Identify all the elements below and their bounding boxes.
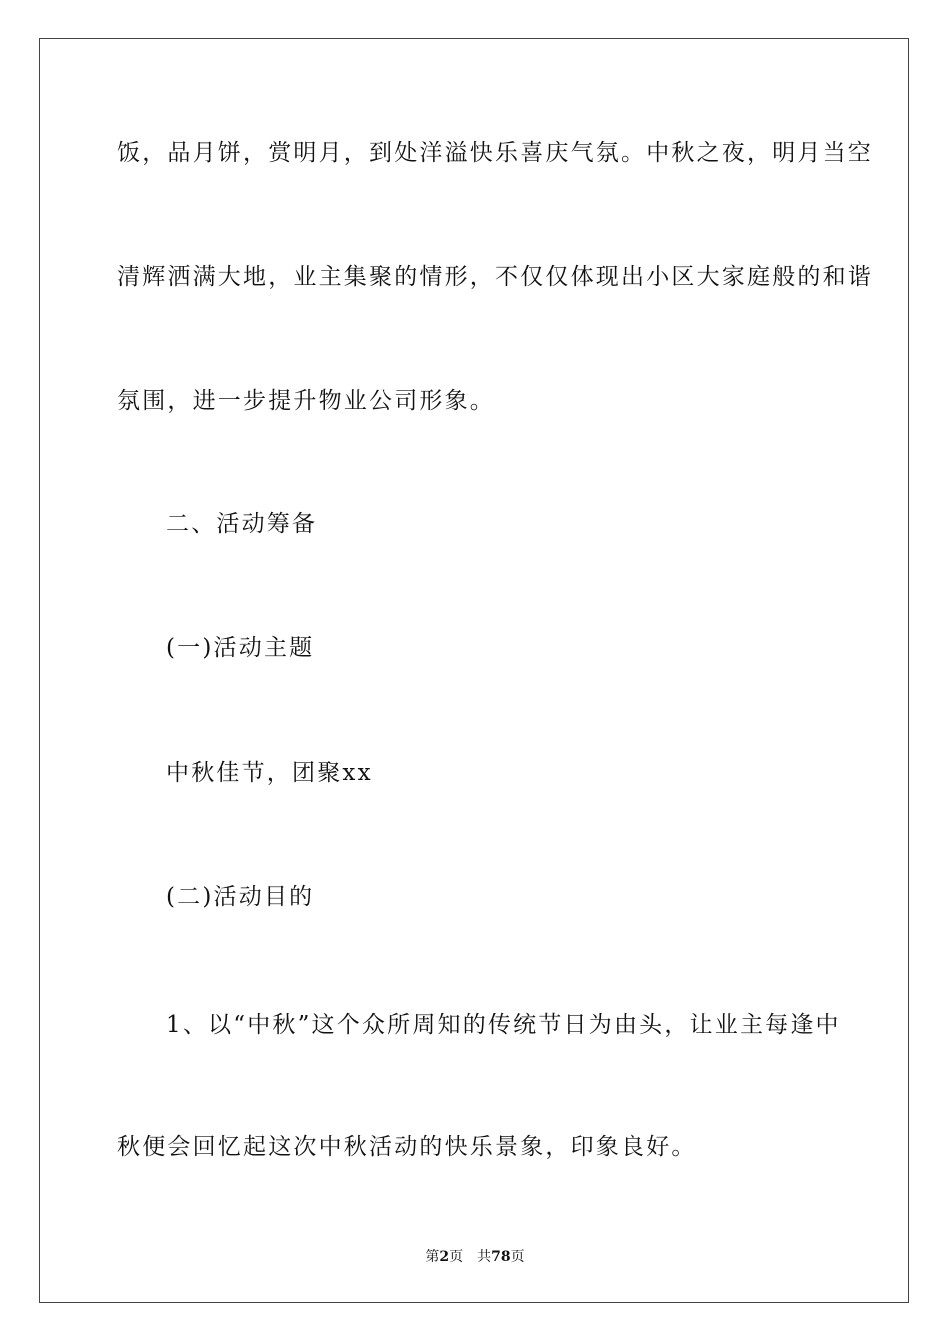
total-prefix: 共 <box>477 1249 492 1265</box>
total-pages: 78 <box>491 1249 511 1265</box>
paragraph-line-3: 氛围，进一步提升物业公司形象。 <box>117 388 495 414</box>
total-suffix: 页 <box>510 1249 525 1265</box>
paragraph-line-2: 清辉洒满大地，业主集聚的情形，不仅仅体现出小区大家庭般的和谐 <box>117 264 873 290</box>
page-frame <box>39 38 909 1303</box>
page-footer <box>0 1248 950 1266</box>
page-suffix: 页 <box>449 1249 464 1265</box>
purpose-line-2: 秋便会回忆起这次中秋活动的快乐景象，印象良好。 <box>117 1134 697 1160</box>
page-prefix: 第 <box>425 1249 440 1265</box>
theme-text: 中秋佳节，团聚xx <box>166 760 373 786</box>
subsection-heading-theme: (一)活动主题 <box>166 635 315 661</box>
purpose-line-1: 1、以“中秋”这个众所周知的传统节日为由头，让业主每逢中 <box>166 1012 841 1038</box>
subsection-heading-purpose: (二)活动目的 <box>166 884 315 910</box>
page-number: 2 <box>439 1249 450 1265</box>
paragraph-line-1: 饭，品月饼，赏明月，到处洋溢快乐喜庆气氛。中秋之夜，明月当空 <box>117 140 873 166</box>
section-heading: 二、活动筹备 <box>166 511 318 537</box>
